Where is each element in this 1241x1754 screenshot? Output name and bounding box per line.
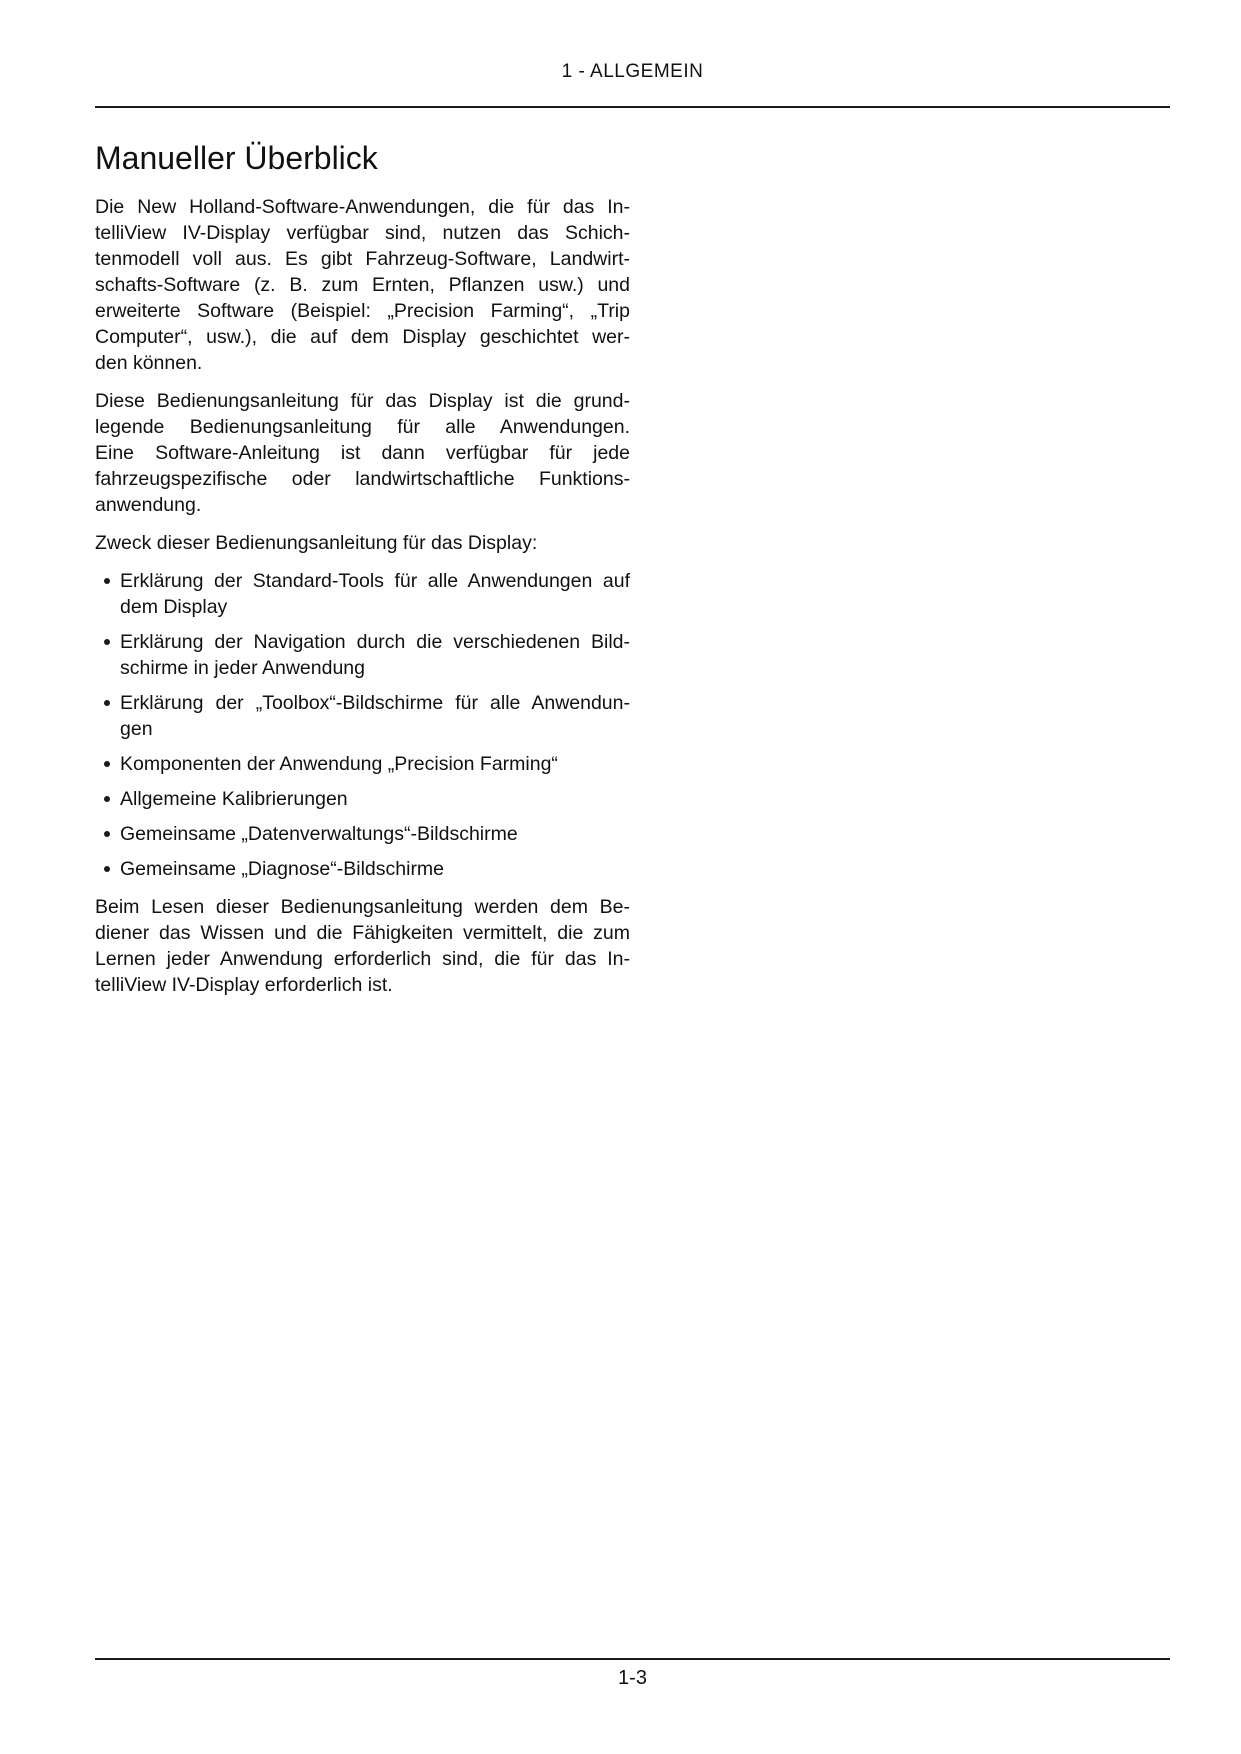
bullet-dot-icon	[104, 639, 110, 645]
page-number: 1-3	[618, 1667, 647, 1689]
text-line: telliView IV-Display verfügbar sind, nutzen das Schich-	[95, 222, 630, 244]
text-line: Diese Bedienungsanleitung für das Display ist die grund-	[95, 390, 630, 412]
text-line: Zweck dieser Bedienungsanleitung für das Display:	[95, 532, 538, 554]
bullet-item	[95, 751, 630, 777]
bullet-dot-icon	[104, 796, 110, 802]
text-line: Lernen jeder Anwendung erforderlich sind, die für das In-	[95, 948, 630, 970]
text-line: dem Display	[120, 596, 228, 618]
text-line: erweiterte Software (Beispiel: „Precision Farming“, „Trip	[95, 300, 630, 322]
text-line: Computer“, usw.), die auf dem Display geschichtet wer-	[95, 326, 630, 348]
text-line: Eine Software-Anleitung ist dann verfügbar für jede	[95, 442, 630, 464]
paragraph-closing	[95, 894, 630, 998]
page-title: Manueller Überblick	[95, 140, 378, 176]
paragraph-manual-purpose	[95, 388, 630, 518]
bullet-item	[95, 568, 630, 620]
text-line: Gemeinsame „Datenverwaltungs“-Bildschirme	[120, 823, 518, 845]
text-line: gen	[120, 718, 153, 740]
bullet-dot-icon	[104, 831, 110, 837]
text-line: Erklärung der Navigation durch die verschiedenen Bild-	[120, 631, 630, 653]
text-line: Erklärung der „Toolbox“-Bildschirme für alle Anwendun-	[120, 692, 630, 714]
text-line: schafts-Software (z. B. zum Ernten, Pflanzen usw.) und	[95, 274, 630, 296]
bullet-dot-icon	[104, 866, 110, 872]
text-line: Beim Lesen dieser Bedienungsanleitung werden dem Be-	[95, 896, 630, 918]
text-line: legende Bedienungsanleitung für alle Anwendungen.	[95, 416, 630, 438]
text-line: telliView IV-Display erforderlich ist.	[95, 974, 393, 996]
text-line: Allgemeine Kalibrierungen	[120, 788, 348, 810]
bullet-item	[95, 821, 630, 847]
bullet-dot-icon	[104, 700, 110, 706]
text-line: schirme in jeder Anwendung	[120, 657, 365, 679]
text-line: den können.	[95, 352, 203, 374]
text-line: Gemeinsame „Diagnose“-Bildschirme	[120, 858, 445, 880]
footer-rule	[95, 1658, 1170, 1660]
page-footer	[0, 1658, 1241, 1754]
bullet-dot-icon	[104, 578, 110, 584]
text-line: Die New Holland-Software-Anwendungen, die für das In-	[95, 196, 630, 218]
bullet-list	[95, 568, 630, 882]
text-line: tenmodell voll aus. Es gibt Fahrzeug-Software, Landwirt-	[95, 248, 630, 270]
page-content	[95, 108, 630, 1010]
paragraph-overview	[95, 194, 630, 376]
text-line: anwendung.	[95, 494, 202, 516]
text-line: Komponenten der Anwendung „Precision Farming“	[120, 753, 558, 775]
text-line: Erklärung der Standard-Tools für alle Anwendungen auf	[120, 570, 630, 592]
text-line: fahrzeugspezifische oder landwirtschaftliche Funktions-	[95, 468, 630, 490]
bullet-item	[95, 856, 630, 882]
bullet-dot-icon	[104, 761, 110, 767]
bullet-item	[95, 690, 630, 742]
list-intro	[95, 530, 630, 556]
bullet-item	[95, 629, 630, 681]
text-line: diener das Wissen und die Fähigkeiten vermittelt, die zum	[95, 922, 630, 944]
chapter-header-label: 1 - ALLGEMEIN	[561, 61, 704, 82]
page-header	[95, 60, 1170, 83]
bullet-item	[95, 786, 630, 812]
